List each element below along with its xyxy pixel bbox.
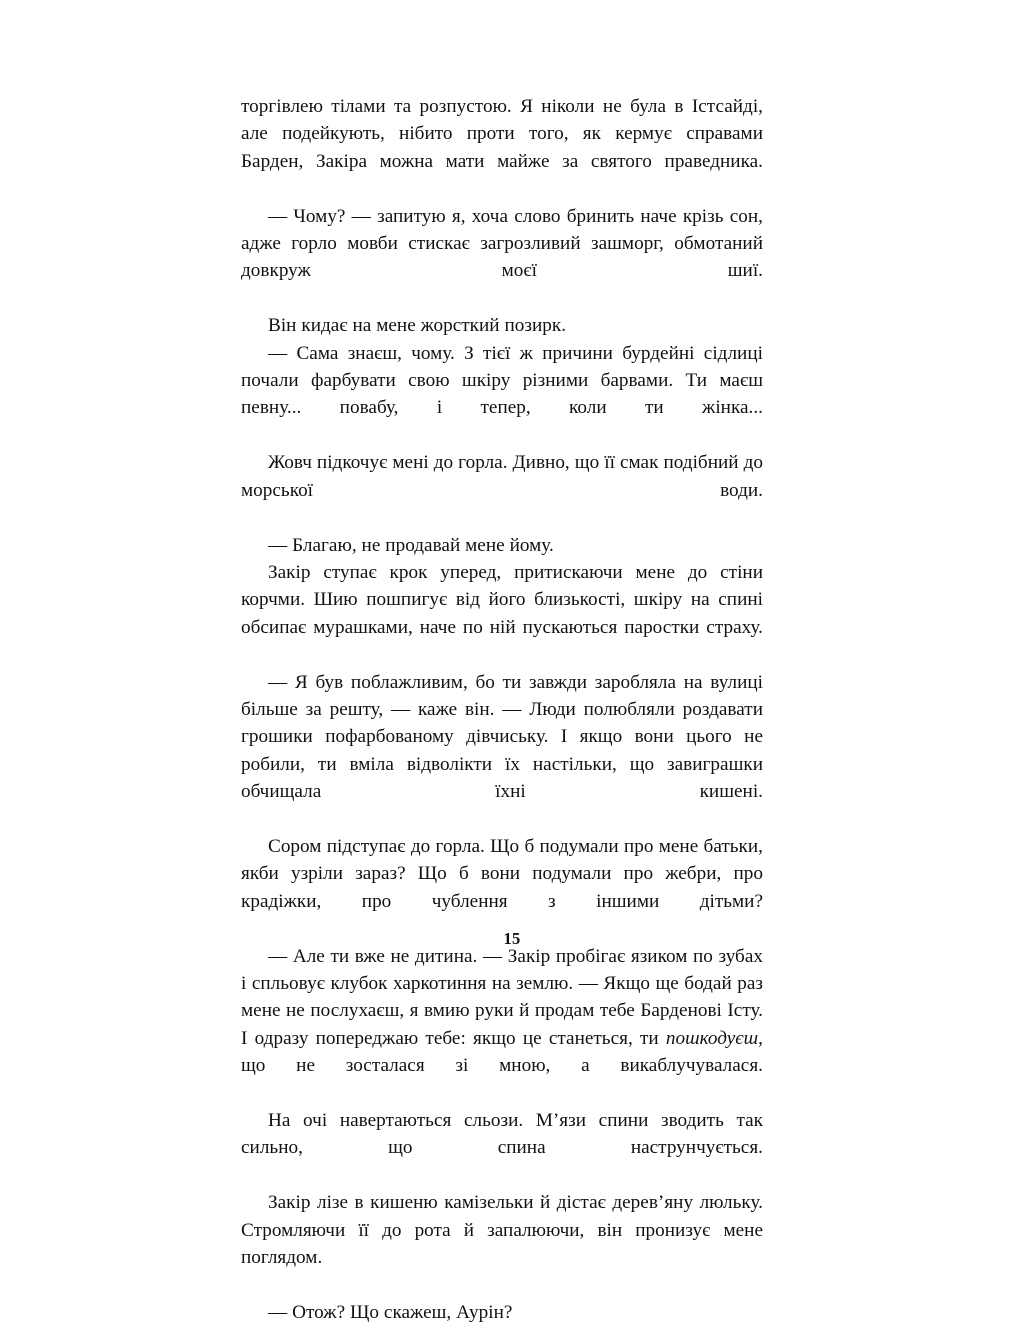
paragraph: Сором підступає до горла. Що б подумали про мене батьки, якби узріли зараз? Що б вони подумали про жебри, про крадіжки, про чублення з іншими дітьми?	[241, 835, 763, 912]
emphasized-word: пошкодуєш	[665, 1027, 759, 1049]
paragraph: На очі навертаються сльози. М’язи спини зводить так сильно, що спина наструнчується.	[241, 1110, 763, 1159]
paragraph: Жовч підкочує мені до горла. Дивно, що її смак подібний до морської води.	[241, 452, 763, 501]
paragraph-segment: — Але ти вже не дитина. — Закір пробігає язиком по зубах і спльовує клубок харкотиння на землю. — Якщо ще бодай раз мене не послухаєш, я вмию руки й продам тебе Барденові Істу. І одразу попереджаю тебе: якщо це станеться, ти	[241, 945, 763, 1049]
paragraph: — Сама знаєш, чому. З тієї ж причини бурдейні сідлиці почали фарбувати свою шкіру різними барвами. Ти маєш певну... повабу, і тепер, коли ти жінка...	[241, 342, 763, 419]
paragraph-with-emphasis	[241, 943, 763, 1107]
body-text-block	[241, 93, 763, 1326]
paragraph-segment: , що не зосталася зі мною, а викаблучувалася.	[241, 1027, 763, 1077]
paragraph: — Я був поблажливим, бо ти завжди заробляла на вулиці більше за решту, — каже він. — Люди полюбляли роздавати грошики пофарбованому дівчиську. І якщо вони цього не робили, ти вміла відволікти їх настільки, що завиграшки обчищала їхні кишені.	[241, 671, 763, 803]
paragraph: Закір ступає крок уперед, притискаючи мене до стіни корчми. Шию пошпигує від його близькості, шкіру на спині обсипає мурашками, наче по ній пускаються паростки страху.	[241, 561, 763, 638]
paragraph-continuation: торгівлею тілами та розпустою. Я ніколи не була в Істсайді, але подейкують, нібито проти того, як кермує справами Барден, Закіра можна мати майже за святого праведника.	[241, 96, 763, 172]
paragraph: Він кидає на мене жорсткий позирк.	[268, 315, 567, 337]
page-number: 15	[503, 929, 521, 948]
paragraph: — Чому? — запитую я, хоча слово бринить наче крізь сон, адже горло мовби стискає загрозливий зашморг, обмотаний довкруж моєї шиї.	[241, 205, 763, 282]
paragraph: — Отож? Що скажеш, Аурін?	[268, 1301, 513, 1323]
paragraph: Закір лізе в кишеню камізельки й дістає дерев’яну люльку. Стромляючи її до рота й запалюючи, він пронизує мене поглядом.	[241, 1192, 763, 1269]
paragraph: — Благаю, не продавай мене йому.	[268, 534, 554, 556]
